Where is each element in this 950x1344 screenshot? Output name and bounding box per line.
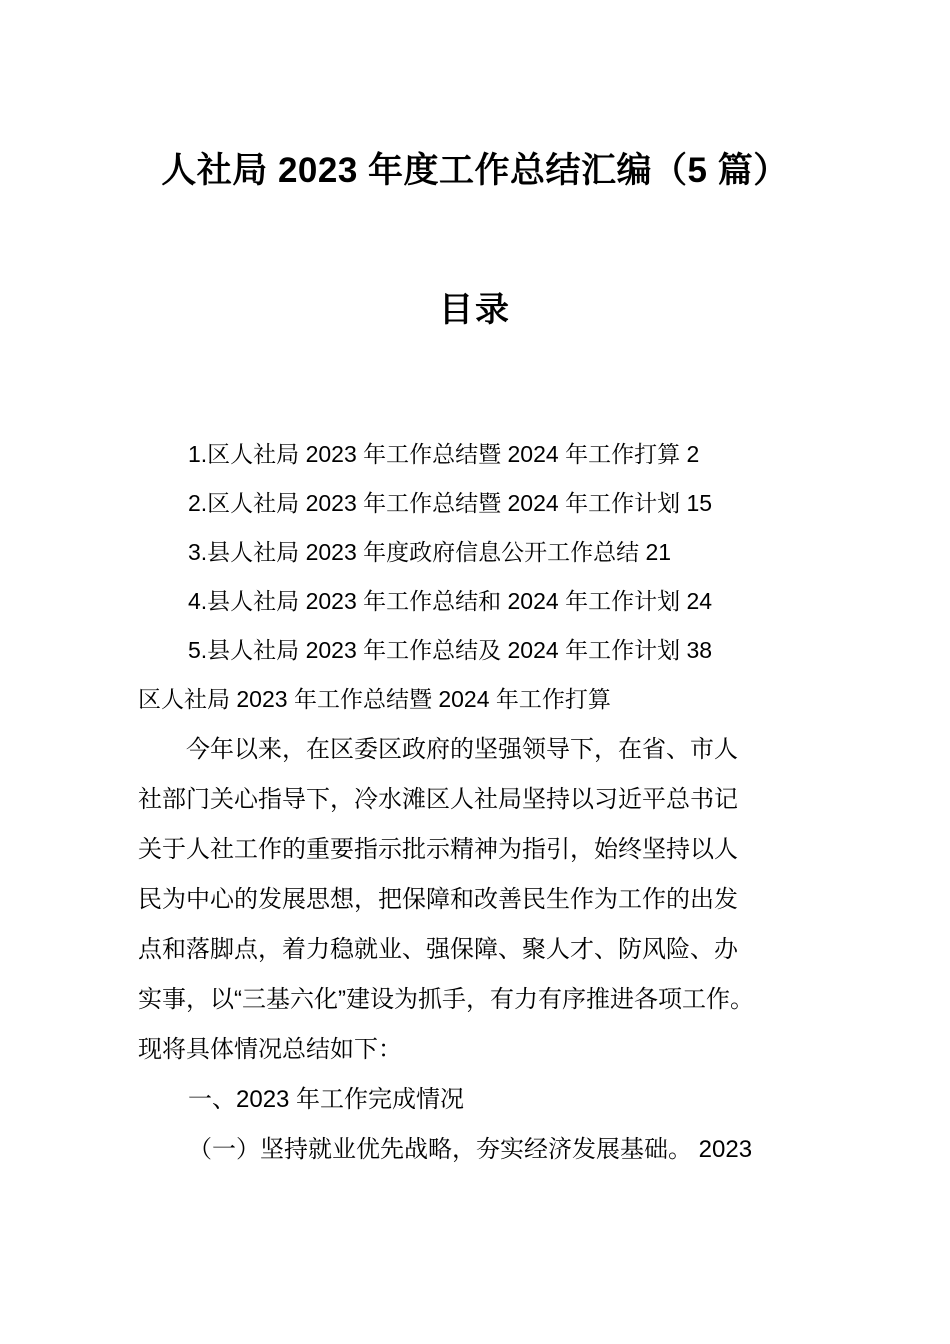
body-paragraph-line: 点和落脚点，着力稳就业、强保障、聚人才、防风险、办 bbox=[138, 936, 738, 963]
body-subheading-level-2: （一）坚持就业优先战略，夯实经济发展基础。 2023 bbox=[188, 1136, 753, 1163]
document-title: 人社局 2023 年度工作总结汇编（5 篇） bbox=[161, 151, 789, 190]
body-paragraph-line: 实事，以“三基六化”建设为抓手，有力有序推进各项工作。 bbox=[138, 986, 754, 1013]
body-paragraph-line: 今年以来，在区委区政府的坚强领导下，在省、市人 bbox=[138, 736, 738, 763]
toc-entry[interactable]: 5.县人社局 2023 年工作总结及 2024 年工作计划 38 bbox=[188, 637, 713, 663]
toc-entry[interactable]: 3.县人社局 2023 年度政府信息公开工作总结 21 bbox=[188, 539, 672, 565]
section-heading: 区人社局 2023 年工作总结暨 2024 年工作打算 bbox=[138, 686, 611, 712]
body-content bbox=[138, 688, 820, 1162]
toc-entry[interactable]: 2.区人社局 2023 年工作总结暨 2024 年工作计划 15 bbox=[188, 490, 713, 516]
body-paragraph-line: 民为中心的发展思想，把保障和改善民生作为工作的出发 bbox=[138, 886, 738, 913]
body-paragraph-line: 关于人社工作的重要指示批示精神为指引，始终坚持以人 bbox=[138, 836, 738, 863]
body-subheading-level-1: 一、2023 年工作完成情况 bbox=[188, 1086, 465, 1113]
toc-entry[interactable]: 4.县人社局 2023 年工作总结和 2024 年工作计划 24 bbox=[188, 588, 713, 614]
toc-entry[interactable]: 1.区人社局 2023 年工作总结暨 2024 年工作打算 2 bbox=[188, 441, 700, 467]
table-of-contents-heading: 目录 bbox=[439, 291, 511, 329]
table-of-contents bbox=[188, 443, 788, 662]
body-paragraph-line: 现将具体情况总结如下： bbox=[138, 1036, 402, 1063]
body-paragraph-line: 社部门关心指导下，冷水滩区人社局坚持以习近平总书记 bbox=[138, 786, 738, 813]
